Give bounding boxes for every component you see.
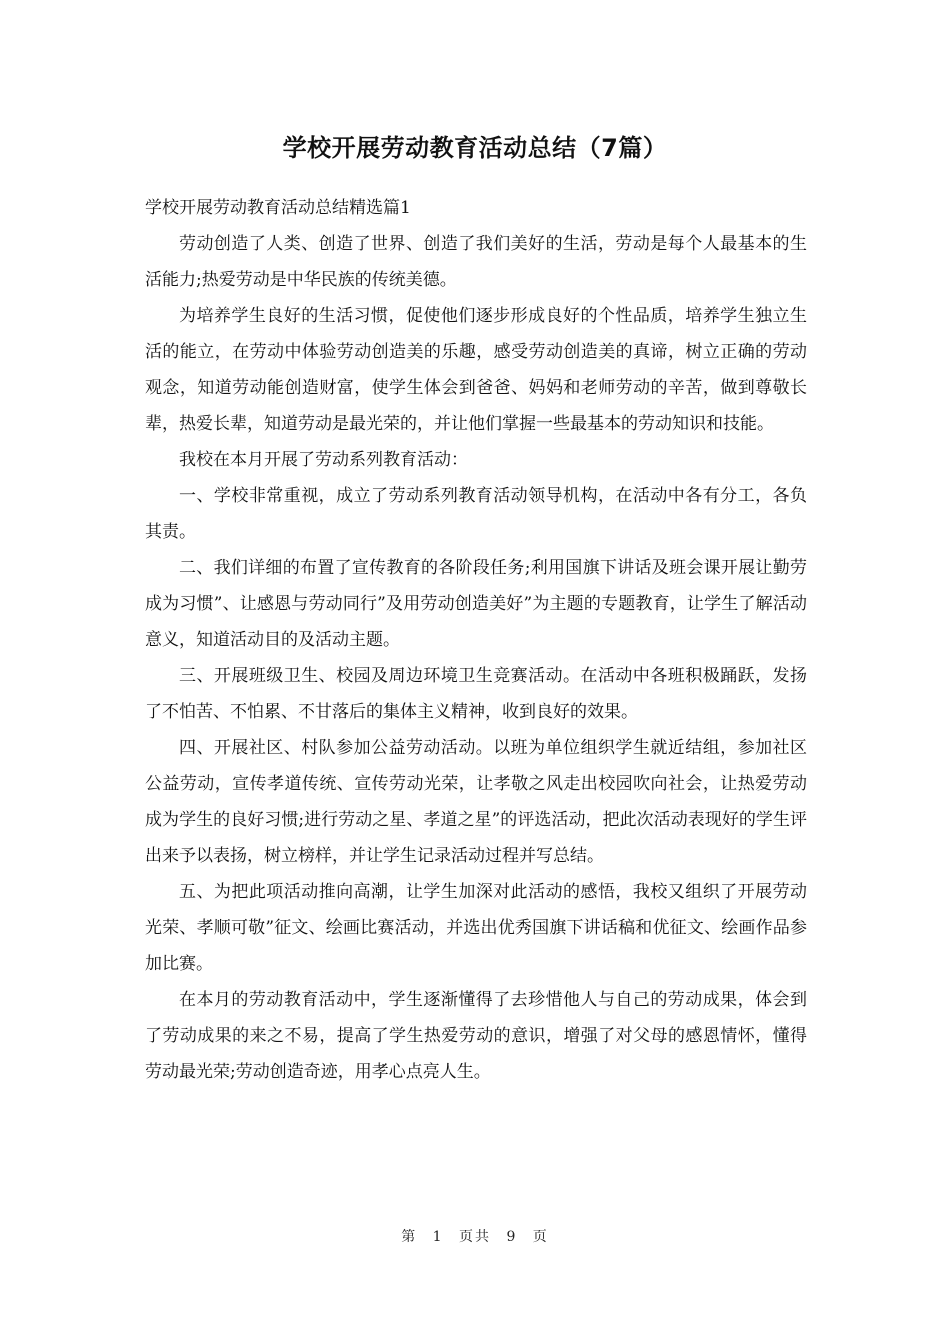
paragraph-8: 五、为把此项活动推向高潮，让学生加深对此活动的感悟，我校又组织了开展劳动光荣、孝顺可敬”征文、绘画比赛活动，并选出优秀国旗下讲话稿和优征文、绘画作品参加比赛。 [145,882,807,974]
paragraph-9: 在本月的劳动教育活动中，学生逐渐懂得了去珍惜他人与自己的劳动成果，体会到了劳动成果的来之不易，提高了学生热爱劳动的意识，增强了对父母的感恩情怀，懂得劳动最光荣;劳动创造奇迹，用孝心点亮人生。 [145,990,807,1082]
document-body [145,190,807,1090]
paragraph-3: 我校在本月开展了劳动系列教育活动： [179,450,468,470]
page-footer: 第 1 页共 9 页 [401,1229,549,1245]
paragraph-2: 为培养学生良好的生活习惯，促使他们逐步形成良好的个性品质，培养学生独立生活的能立，在劳动中体验劳动创造美的乐趣，感受劳动创造美的真谛，树立正确的劳动观念，知道劳动能创造财富，使学生体会到爸爸、妈妈和老师劳动的辛苦，做到尊敬长辈，热爱长辈，知道劳动是最光荣的，并让他们掌握一些最基本的劳动知识和技能。 [145,306,807,434]
paragraph-5: 二、我们详细的布置了宣传教育的各阶段任务;利用国旗下讲话及班会课开展让勤劳成为习惯”、让感恩与劳动同行”及用劳动创造美好”为主题的专题教育，让学生了解活动意义，知道活动目的及活动主题。 [145,558,807,650]
paragraph-1: 劳动创造了人类、创造了世界、创造了我们美好的生活，劳动是每个人最基本的生活能力;热爱劳动是中华民族的传统美德。 [145,234,807,290]
paragraph-6: 三、开展班级卫生、校园及周边环境卫生竞赛活动。在活动中各班积极踊跃，发扬了不怕苦、不怕累、不甘落后的集体主义精神，收到良好的效果。 [145,666,807,722]
document-title: 学校开展劳动教育活动总结（7篇） [282,134,668,162]
section-heading: 学校开展劳动教育活动总结精选篇1 [145,198,411,218]
paragraph-4: 一、学校非常重视，成立了劳动系列教育活动领导机构，在活动中各有分工，各负其责。 [145,486,807,542]
paragraph-7: 四、开展社区、村队参加公益劳动活动。以班为单位组织学生就近结组，参加社区公益劳动，宣传孝道传统、宣传劳动光荣，让孝敬之风走出校园吹向社会，让热爱劳动成为学生的良好习惯;进行劳动之星、孝道之星”的评选活动，把此次活动表现好的学生评出来予以表扬，树立榜样，并让学生记录活动过程并写总结。 [145,738,807,866]
